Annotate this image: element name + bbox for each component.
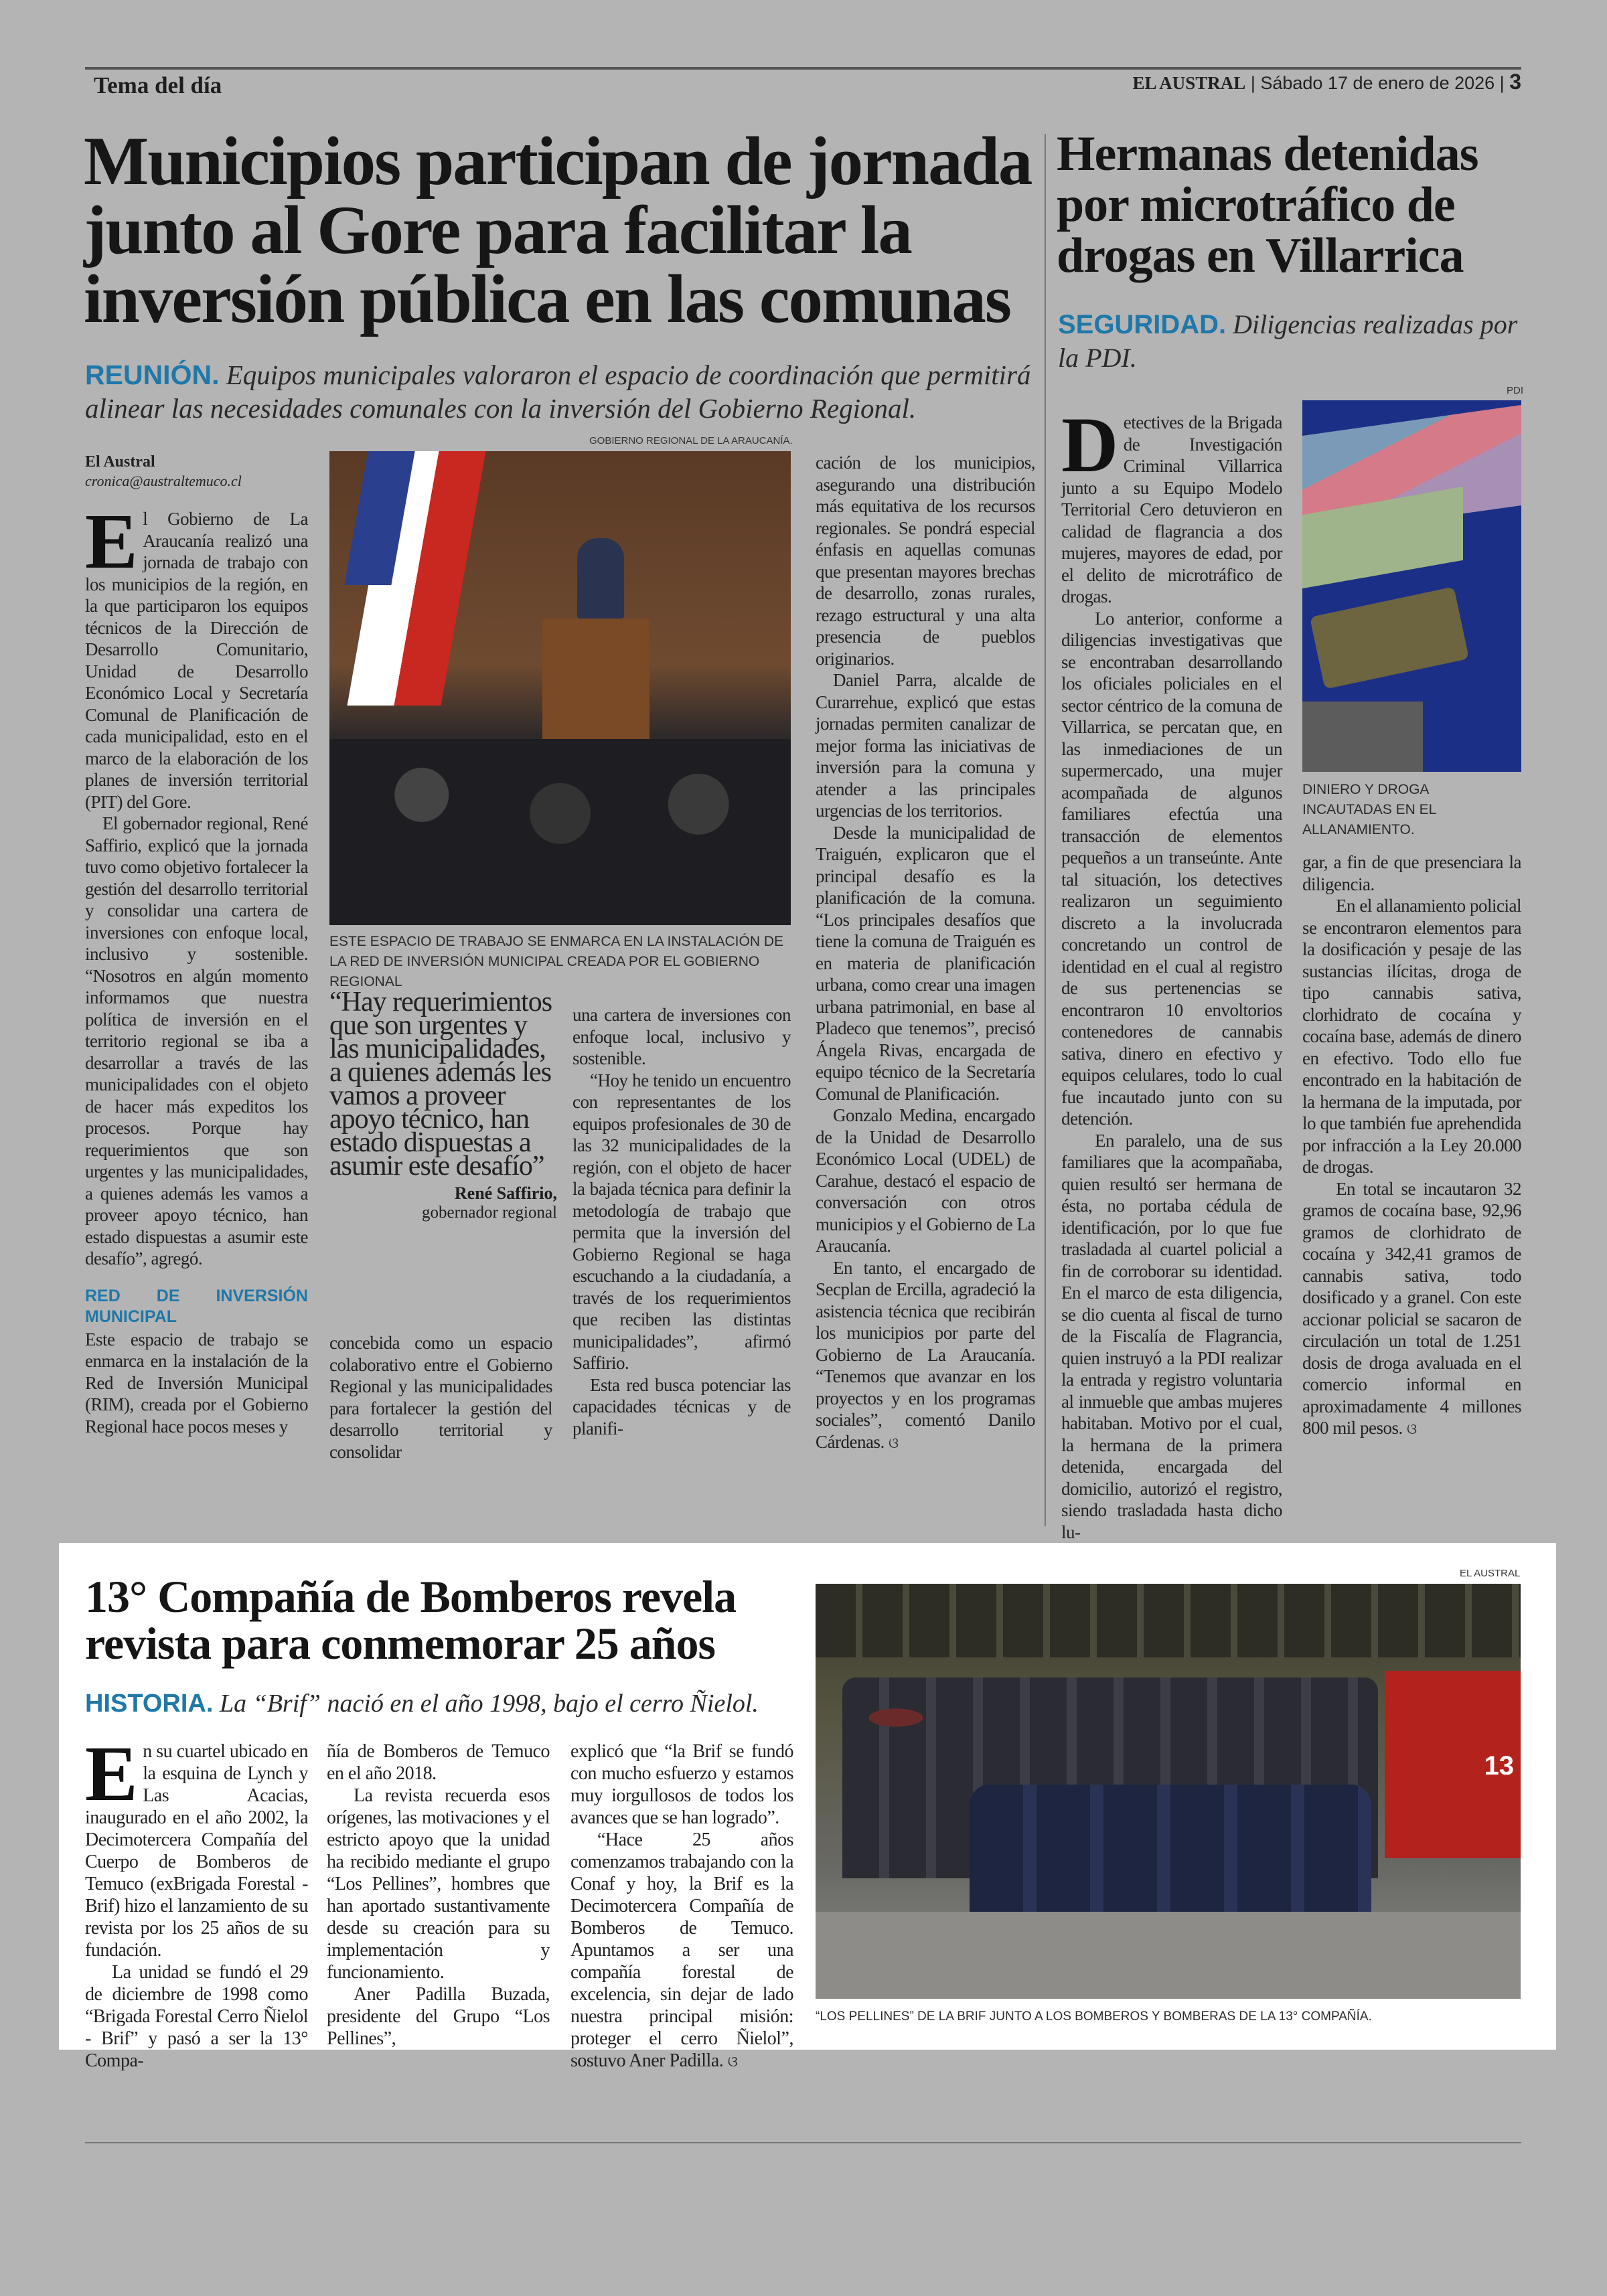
- paragraph: La revista recuerda esos orígenes, las motivaciones y el estricto apoyo que la unidad ha recibido mediante el grupo “Los Pellines”, hombres que han aportado sustantivamente desde su creación para su implementación y funcionamiento.: [327, 1785, 550, 1983]
- quote-author: René Saffirio,: [454, 1183, 557, 1203]
- byline-email: cronica@australtemuco.cl: [85, 473, 242, 489]
- group-front-row: [970, 1785, 1371, 1912]
- bottom-subtitle-text: La “Brif” nació en el año 1998, bajo el cerro Ñielol.: [219, 1690, 759, 1718]
- side-col-1: [1061, 401, 1282, 1543]
- paragraph: concebida como un espacio colaborativo entre el Gobierno Regional y las municipalidades para fortalecer la gestión del desarrollo territorial y consolidar: [329, 1333, 552, 1462]
- byline: El Austral: [85, 453, 155, 471]
- pull-quote: [329, 987, 557, 1222]
- photo-caption: DINIERO Y DROGA INCAUTADAS EN EL ALLANAMIENTO.: [1302, 782, 1436, 837]
- paragraph: Esta red busca potenciar las capacidades técnicas y de planifi-: [572, 1374, 791, 1439]
- photo-caption: ESTE ESPACIO DE TRABAJO SE ENMARCA EN LA INSTALACIÓN DE LA RED DE INVERSIÓN MUNICIPAL CREADA POR EL GOBIERNO REGIONAL: [329, 934, 784, 989]
- paper-name: EL AUSTRAL: [1132, 73, 1246, 93]
- bottom-rule: [85, 2142, 1521, 2143]
- photo-credit: GOBIERNO REGIONAL DE LA ARAUCANÍA.: [589, 435, 793, 446]
- paragraph: explicó que “la Brif se fundó con mucho esfuerzo y estamos muy iorgullosos de todos los avances que se han logrado”.: [570, 1741, 793, 1828]
- paragraph: cación de los municipios, asegurando una distribución más equitativa de los recursos regionales. Se pondrá especial énfasis en aquellas comunas que presentan mayores brechas de desarrollo, zonas rurales, rezago estructural y una alta presencia de pueblos originarios.: [816, 453, 1035, 669]
- page-number: 3: [1509, 70, 1521, 94]
- speaker: [577, 538, 624, 619]
- main-col-4: [816, 452, 1035, 1454]
- paragraph: Desde la municipalidad de Traiguén, explicaron que el principal desafío es la planificación de la comuna. “Los principales desafíos que tiene la comuna de Traiguén es en materia de planificación urbana, como crear una imagen urbana patrimonial, en base al Pladeco que tenemos”, precisó Ángela Rivas, encargada de equipo técnico de la Secretaría Comunal de Planificación.: [816, 822, 1035, 1104]
- paragraph: En total se incautaron 32 gramos de cocaína base, 92,96 gramos de clorhidrato de cocaína y 342,41 gramos de cannabis sativa, todo dosificado y a granel. Con este accionar policial se sacaron de circulación un total de 1.251 dosis de droga avaluada en el comercio informal en aproximadamente 4 millones 800 mil pesos. ଓ: [1302, 1178, 1521, 1438]
- photo-seized-items: [1302, 400, 1521, 772]
- quote-role: gobernador regional: [421, 1204, 557, 1222]
- paragraph: “Hoy he tenido un encuentro con representantes de los equipos profesionales de 30 de las 32 municipalidades de la región, con el objeto de hacer la bajada técnica para definir la metodología de trabajo que permita que la inversión del Gobierno Regional se haga escuchando a la ciudadanía, a través de los requerimientos que reciben las distintas municipalidades”, afirmó Saffirio.: [572, 1070, 791, 1373]
- photo-credit: PDI: [1507, 385, 1524, 396]
- paragraph: En su cuartel ubicado en la esquina de Lynch y Las Acacias, inaugurado en el año 2002, la Decimotercera Compañía del Cuerpo de Bomberos de Temuco (exBrigada Forestal - Brif) hizo el lanzamiento de su revista por los 25 años de su fundación.: [85, 1730, 308, 1961]
- drop-cap: E: [85, 497, 138, 585]
- photo-caption: “LOS PELLINES” DE LA BRIF JUNTO A LOS BOMBEROS Y BOMBERAS DE LA 13° COMPAÑÍA.: [816, 2010, 1372, 2024]
- bottom-col-2: [327, 1740, 550, 2050]
- main-col-3: [572, 1004, 791, 1439]
- ground: [816, 1912, 1521, 1999]
- main-subtitle-text: Equipos municipales valoraron el espacio de coordinación que permitirá alinear las necesidades comunales con la inversión del Gobierno Regional.: [85, 359, 1031, 424]
- audience: [329, 739, 791, 925]
- main-subtitle: [85, 358, 1036, 425]
- side-col-2: [1302, 851, 1521, 1441]
- side-kicker: SEGURIDAD.: [1058, 310, 1227, 339]
- truck-number: 13: [1484, 1751, 1514, 1781]
- section-label: Tema del día: [94, 72, 222, 98]
- end-mark-icon: ଓ: [727, 2053, 738, 2070]
- paragraph: Aner Padilla Buzada, presidente del Grupo “Los Pellines”,: [327, 1984, 550, 2049]
- paragraph: El Gobierno de La Araucanía realizó una jornada de trabajo con los municipios de la región, en la que participaron los equipos técnicos de la Dirección de Desarrollo Comunitario, Unidad de Desarrollo Económico Local y Secretaría Comunal de Planificación de cada municipalidad, esto en el marco de la elaboración de los planes de inversión territorial (PIT) del Gore.: [85, 497, 308, 812]
- side-headline: Hermanas detenidas por microtráfico de drogas en Villarrica: [1057, 127, 1478, 283]
- garage-roof: [816, 1584, 1521, 1657]
- bottom-headline: 13° Compañía de Bomberos revela revista para conmemorar 25 años: [85, 1571, 737, 1669]
- end-mark-icon: ଓ: [1407, 1420, 1417, 1437]
- bottom-col-1: [85, 1730, 308, 2072]
- paragraph: “Hace 25 años comenzamos trabajando con la Conaf y hoy, la Brif es la Decimotercera Compañía de Bomberos de Temuco. Apuntamos a ser una compañía forestal de excelencia, sin dejar de lado nuestra principal misión: proteger el cerro Ñielol”, sostuvo Aner Padilla. ଓ: [570, 1829, 793, 2071]
- drop-cap: E: [85, 1730, 138, 1817]
- photo-meeting: [329, 451, 791, 925]
- paragraph: Detectives de la Brigada de Investigación Criminal Villarrica junto a su Equipo Modelo Territorial Cero detuvieron en calidad de flagrancia a dos mujeres, mayores de edad, por el delito de microtráfico de drogas.: [1061, 401, 1282, 606]
- scale: [1302, 702, 1423, 772]
- fire-truck: [1385, 1671, 1521, 1858]
- bottom-subtitle: [85, 1687, 815, 1720]
- main-headline: Municipios participan de jornada junto al Gore para facilitar la inversión pública en las comunas: [84, 123, 1032, 337]
- subheading: RED DE INVERSIÓN MUNICIPAL: [85, 1286, 308, 1326]
- quote-text: “Hay requerimientos que son urgentes y las municipalidades, a quienes además les vamos a proveer apoyo técnico, han estado dispuestas a asumir este desafío”: [329, 987, 552, 1181]
- paragraph: En el allanamiento policial se encontraron elementos para la dosificación y pesaje de las sustancias ilícitas, droga de tipo cannabis sativa, clorhidrato de cocaína y cocaína base, además de dinero en efectivo. Todo ello fue encontrado en la habitación de la hermana de la imputada, por lo que también fue aprehendida por infracción a la Ley 20.000 de drogas.: [1302, 896, 1521, 1177]
- paragraph: ñía de Bomberos de Temuco en el año 2018.: [327, 1741, 550, 1784]
- podium: [542, 619, 649, 752]
- main-col-2: [329, 1332, 552, 1463]
- main-kicker: REUNIÓN.: [85, 359, 220, 390]
- paragraph: El gobernador regional, René Saffirio, explicó que la jornada tuvo como objetivo fortalecer la gestión del desarrollo territorial y consolidar una cartera de inversiones con enfoque local, inclusivo y sostenible. “Nosotros en algún momento informamos que nuestra política de inversión en el territorio regional se iba a desarrollar a través de las municipalidades con el objeto de hacer más expeditos los procesos. Porque hay requerimientos que son urgentes y las municipalidades, a quienes además les vamos a proveer apoyo técnico, han estado dispuestas a asumir este desafío”, agregó.: [85, 813, 308, 1268]
- folio: EL AUSTRAL | Sábado 17 de enero de 2026 | 3: [1132, 70, 1521, 94]
- photo-credit: EL AUSTRAL: [1460, 1568, 1521, 1579]
- photo-firefighters: [816, 1584, 1521, 1999]
- end-mark-icon: ଓ: [888, 1434, 899, 1451]
- bottom-kicker: HISTORIA.: [85, 1690, 214, 1718]
- main-col-1: [85, 452, 308, 1437]
- paragraph: En tanto, el encargado de Secplan de Ercilla, agradeció la asistencia técnica que recibirán los municipios por parte del Gobierno de La Araucanía. “Tenemos que avanzar en los proyectos y en los programas sociales”, comentó Danilo Cárdenas. ଓ: [816, 1257, 1035, 1452]
- issue-date: Sábado 17 de enero de 2026: [1260, 73, 1495, 93]
- paragraph: Lo anterior, conforme a diligencias investigativas que se encontraban desarrollando los oficiales policiales en el sector céntrico de la comuna de Villarrica, se percatan que, en las inmediaciones de un supermercado, una mujer acompañada de algunos familiares efectúa una transacción de elementos pequeños a un transeúnte. Ante tal situación, los detectives realizaron un seguimiento discreto a la involucrada concretando un control de identidad en el cual al registro de sus pertenencias se encontraron 10 envoltorios contenedores de cannabis sativa, dinero en efectivo y equipos celulares, todo lo cual fue incautado junto con su detención.: [1061, 608, 1282, 1129]
- paragraph: una cartera de inversiones con enfoque local, inclusivo y sostenible.: [572, 1005, 791, 1068]
- side-subtitle: [1058, 308, 1527, 375]
- paragraph: Este espacio de trabajo se enmarca en la instalación de la Red de Inversión Municipal (RIM), creada por el Gobierno Regional hace pocos meses y: [85, 1329, 308, 1437]
- paragraph: Gonzalo Medina, encargado de la Unidad de Desarrollo Económico Local (UDEL) de Carahue, destacó el espacio de conversación con otros municipios y el Gobierno de La Araucanía.: [816, 1105, 1035, 1256]
- paragraph: gar, a fin de que presenciara la diligencia.: [1302, 852, 1521, 894]
- paragraph: En paralelo, una de sus familiares que la acompañaba, quien resultó ser hermana de ésta, no portaba cédula de identificación, por lo que fue trasladada al cuartel policial a fin de corroborar su identidad. En el marco de esta diligencia, se dio cuenta al fiscal de turno de la Fiscalía de Flagrancia, quien instruyó a la PDI realizar la entrada y registro voluntaria al inmueble que ambas mujeres habitaban. Motivo por el cual, la hermana de la primera detenida, encargada del domicilio, autorizó el registro, siendo trasladada hasta dicho lu-: [1061, 1130, 1282, 1542]
- paragraph: La unidad se fundó el 29 de diciembre de 1998 como “Brigada Forestal Cerro Ñielol - Brif” y pasó a ser la 13° Compa-: [85, 1962, 308, 2071]
- column-divider: [1045, 134, 1046, 1526]
- paragraph: Daniel Parra, alcalde de Curarrehue, explicó que estas jornadas permiten canalizar de mejor forma las iniciativas de inversión para la comuna y atender a las principales urgencias de los territorios.: [816, 670, 1035, 821]
- bottom-col-3: [570, 1740, 793, 2072]
- drop-cap: D: [1061, 401, 1118, 489]
- cannabis-bag: [1310, 586, 1469, 689]
- side-subtitle-text: Diligencias realizadas por la PDI.: [1058, 309, 1518, 373]
